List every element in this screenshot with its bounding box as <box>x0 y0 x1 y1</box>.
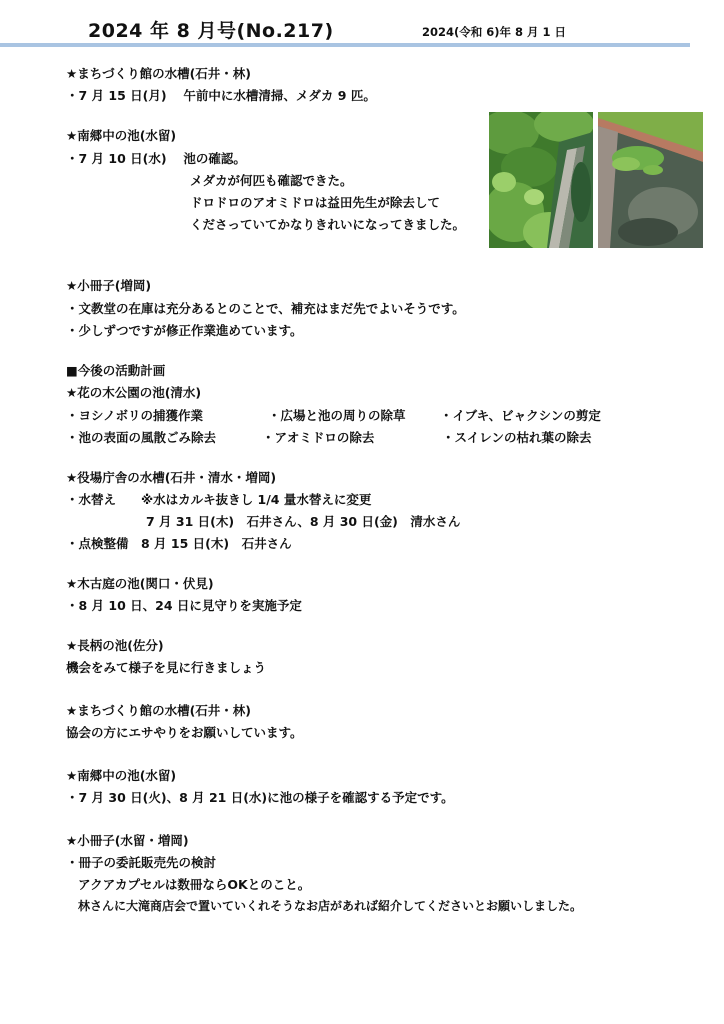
section-text: ・8 月 10 日、24 日に見守りを実施予定 <box>66 598 302 613</box>
section-text: ・7 月 15 日(月) 午前中に水槽清掃、メダカ 9 匹。 <box>66 88 376 103</box>
section-text: ・7 月 30 日(火)、8 月 21 日(水)に池の様子を確認する予定です。 <box>66 790 454 805</box>
task-item: ・スイレンの枯れ葉の除去 <box>442 430 592 445</box>
issue-title: 2024 年 8 月号(No.217) <box>88 20 334 42</box>
section-heading: ★まちづくり館の水槽(石井・林) <box>66 703 252 718</box>
task-item: ・ヨシノボリの捕獲作業 <box>66 408 204 423</box>
section-heading: ★南郷中の池(水留) <box>66 128 177 143</box>
section-text: 機会をみて様子を見に行きましょう <box>66 660 267 675</box>
section-heading: ★役場庁舎の水槽(石井・清水・増岡) <box>66 470 277 485</box>
section-text: 7 月 31 日(木) 石井さん、8 月 30 日(金) 清水さん <box>146 514 461 529</box>
section-text: 林さんに大滝商店会で置いていくれそうなお店があれば紹介してくださいとお願いしました。 <box>78 899 583 913</box>
section-text: ・少しずつですが修正作業進めています。 <box>66 323 303 338</box>
section-heading: ★長柄の池(佐分) <box>66 638 164 653</box>
task-item: ・広場と池の周りの除草 <box>268 408 406 423</box>
header-rule <box>0 43 690 47</box>
section-heading: ★木古庭の池(関口・伏見) <box>66 576 214 591</box>
section-text: ・点検整備 8 月 15 日(木) 石井さん <box>66 536 292 551</box>
section-text: くださっていてかなりきれいになってきました。 <box>190 217 466 232</box>
task-item: ・池の表面の風散ごみ除去 <box>66 430 217 445</box>
section-text: 協会の方にエサやりをお願いしています。 <box>66 725 303 740</box>
section-text: ・冊子の委託販売先の検討 <box>66 855 217 870</box>
pond-photo-right <box>598 112 703 248</box>
section-text: ドロドロのアオミドロは益田先生が除去して <box>190 195 440 210</box>
section-heading: ★小冊子(水留・増岡) <box>66 833 189 848</box>
plan-heading: ■今後の活動計画 <box>66 363 166 378</box>
section-heading: ★南郷中の池(水留) <box>66 768 177 783</box>
section-text: メダカが何匹も確認できた。 <box>190 173 353 188</box>
section-heading: ★花の木公園の池(清水) <box>66 385 202 400</box>
newsletter-header <box>0 0 724 50</box>
task-item: ・アオミドロの除去 <box>262 430 375 445</box>
section-text: アクアカプセルは数冊ならOKとのこと。 <box>78 877 311 892</box>
section-text: ・水替え ※水はカルキ抜きし 1/4 量水替えに変更 <box>66 492 372 507</box>
section-text: ・7 月 10 日(水) 池の確認。 <box>66 151 246 166</box>
section-text: ・文教堂の在庫は充分あるとのことで、補充はまだ先でよいそうです。 <box>66 301 465 316</box>
section-heading: ★まちづくり館の水槽(石井・林) <box>66 66 252 81</box>
section-heading: ★小冊子(増岡) <box>66 278 152 293</box>
issue-date: 2024(令和 6)年 8 月 1 日 <box>422 25 567 39</box>
task-item: ・イブキ、ビャクシンの剪定 <box>440 408 601 423</box>
pond-photo-left <box>489 112 593 248</box>
